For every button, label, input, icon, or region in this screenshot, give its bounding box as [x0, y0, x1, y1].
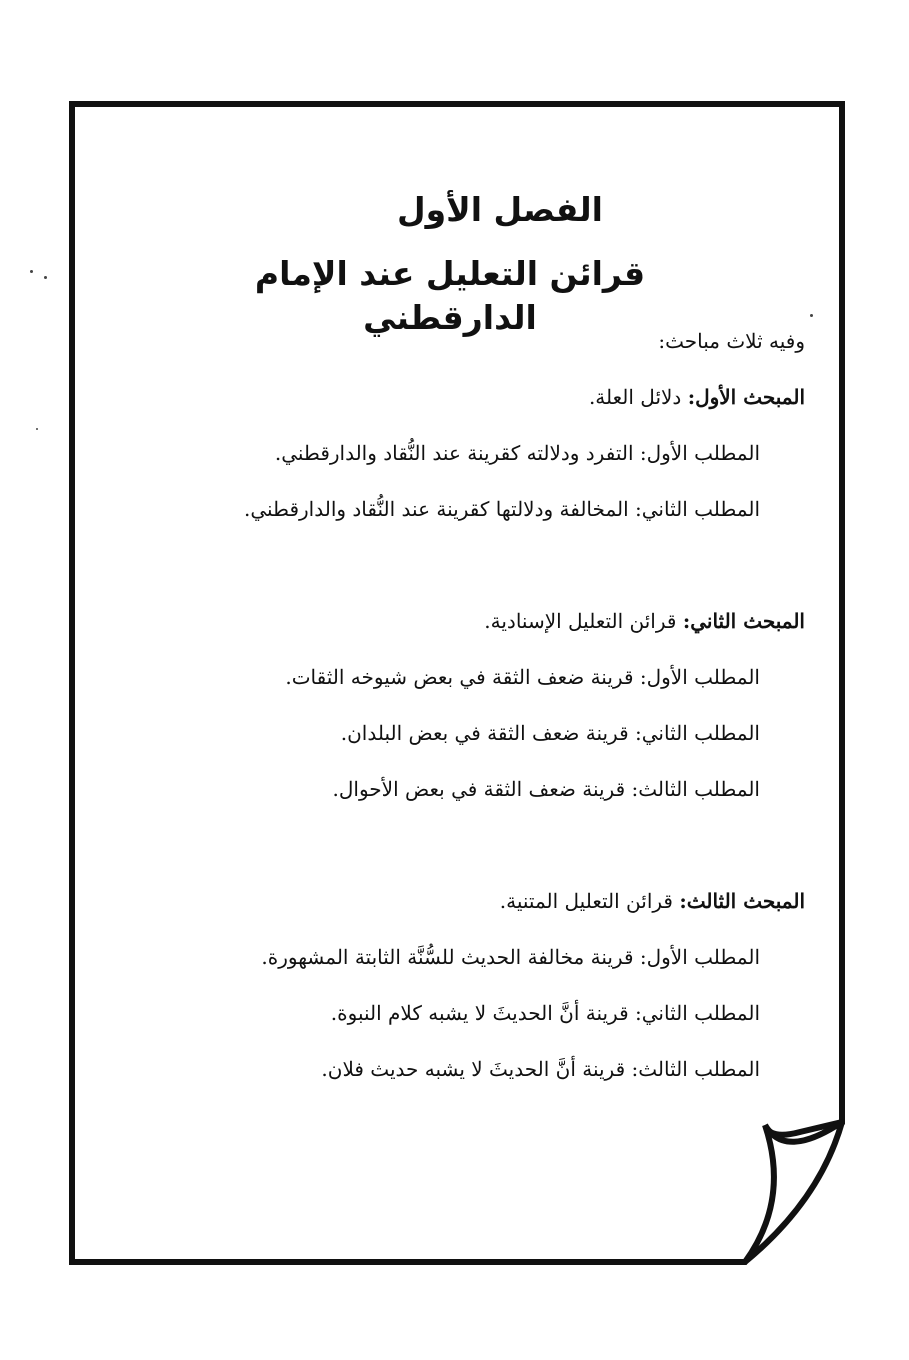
intro-text: وفيه ثلاث مباحث:	[658, 329, 805, 353]
toc-item: المطلب الثالث: قرينة أنَّ الحديثَ لا يشبه حديث فلان.	[321, 1057, 760, 1081]
toc-item: المطلب الثاني: قرينة أنَّ الحديثَ لا يشبه كلام النبوة.	[330, 1001, 760, 1025]
scan-speck	[44, 276, 47, 279]
section-label: المبحث الثالث:	[679, 889, 805, 913]
section-title: قرائن التعليل المتنية.	[499, 889, 680, 913]
toc-item: المطلب الأول: التفرد ودلالته كقرينة عند النُّقاد والدارقطني.	[274, 441, 760, 465]
toc-list	[180, 0, 805, 1360]
section-heading	[484, 606, 805, 636]
section-label: المبحث الأول:	[687, 385, 805, 409]
toc-item: المطلب الثالث: قرينة ضعف الثقة في بعض الأحوال.	[332, 777, 760, 801]
scan-speck	[36, 428, 38, 430]
section-heading	[500, 886, 805, 916]
section-title: دلائل العلة.	[588, 385, 688, 409]
scan-speck	[30, 270, 33, 273]
chapter-title: الفصل الأول	[397, 190, 603, 229]
section-heading	[589, 382, 805, 412]
toc-item: المطلب الثاني: المخالفة ودلالتها كقرينة عند النُّقاد والدارقطني.	[243, 497, 760, 521]
toc-item: المطلب الأول: قرينة مخالفة الحديث للسُّنَّة الثابتة المشهورة.	[261, 945, 760, 969]
scan-speck	[810, 314, 813, 317]
toc-item: المطلب الأول: قرينة ضعف الثقة في بعض شيوخه الثقات.	[285, 665, 760, 689]
chapter-subtitle: قرائن التعليل عند الإمام الدارقطني	[254, 254, 646, 337]
toc-item: المطلب الثاني: قرينة ضعف الثقة في بعض البلدان.	[340, 721, 760, 745]
section-title: قرائن التعليل الإسنادية.	[484, 609, 683, 633]
section-label: المبحث الثاني:	[682, 609, 805, 633]
